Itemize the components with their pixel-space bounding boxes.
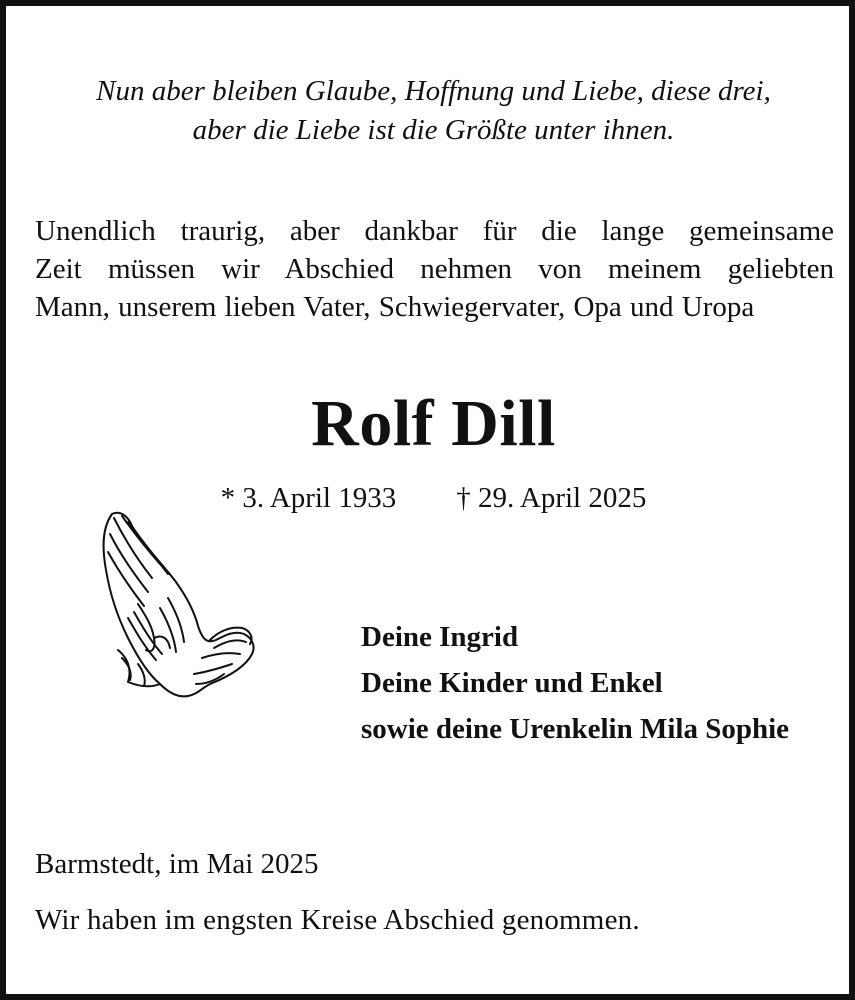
praying-hands-icon	[98, 508, 260, 700]
intro-line-1: Unendlich traurig, aber dankbar für die lange gemeinsame	[35, 215, 834, 247]
intro-text	[35, 212, 834, 326]
closing-note: Wir haben im engsten Kreise Abschied genommen.	[35, 904, 640, 936]
bible-verse	[46, 72, 821, 150]
intro-line-2: Zeit müssen wir Abschied nehmen von meinem geliebten	[35, 253, 834, 285]
mourner-line: Deine Kinder und Enkel	[361, 667, 663, 699]
mourner-line: sowie deine Urenkelin Mila Sophie	[361, 713, 790, 745]
deceased-name: Rolf Dill	[311, 387, 556, 460]
place-and-date: Barmstedt, im Mai 2025	[35, 848, 319, 880]
mourner-line: Deine Ingrid	[361, 621, 519, 653]
mourners-list	[361, 614, 789, 752]
verse-line-2: aber die Liebe ist die Größte unter ihnen.	[192, 114, 675, 146]
intro-line-3: Mann, unserem lieben Vater, Schwiegervater, Opa und Uropa	[35, 291, 755, 323]
birth-date: * 3. April 1933	[220, 482, 397, 514]
death-date: † 29. April 2025	[456, 482, 647, 514]
verse-line-1: Nun aber bleiben Glaube, Hoffnung und Liebe, diese drei,	[96, 75, 771, 107]
